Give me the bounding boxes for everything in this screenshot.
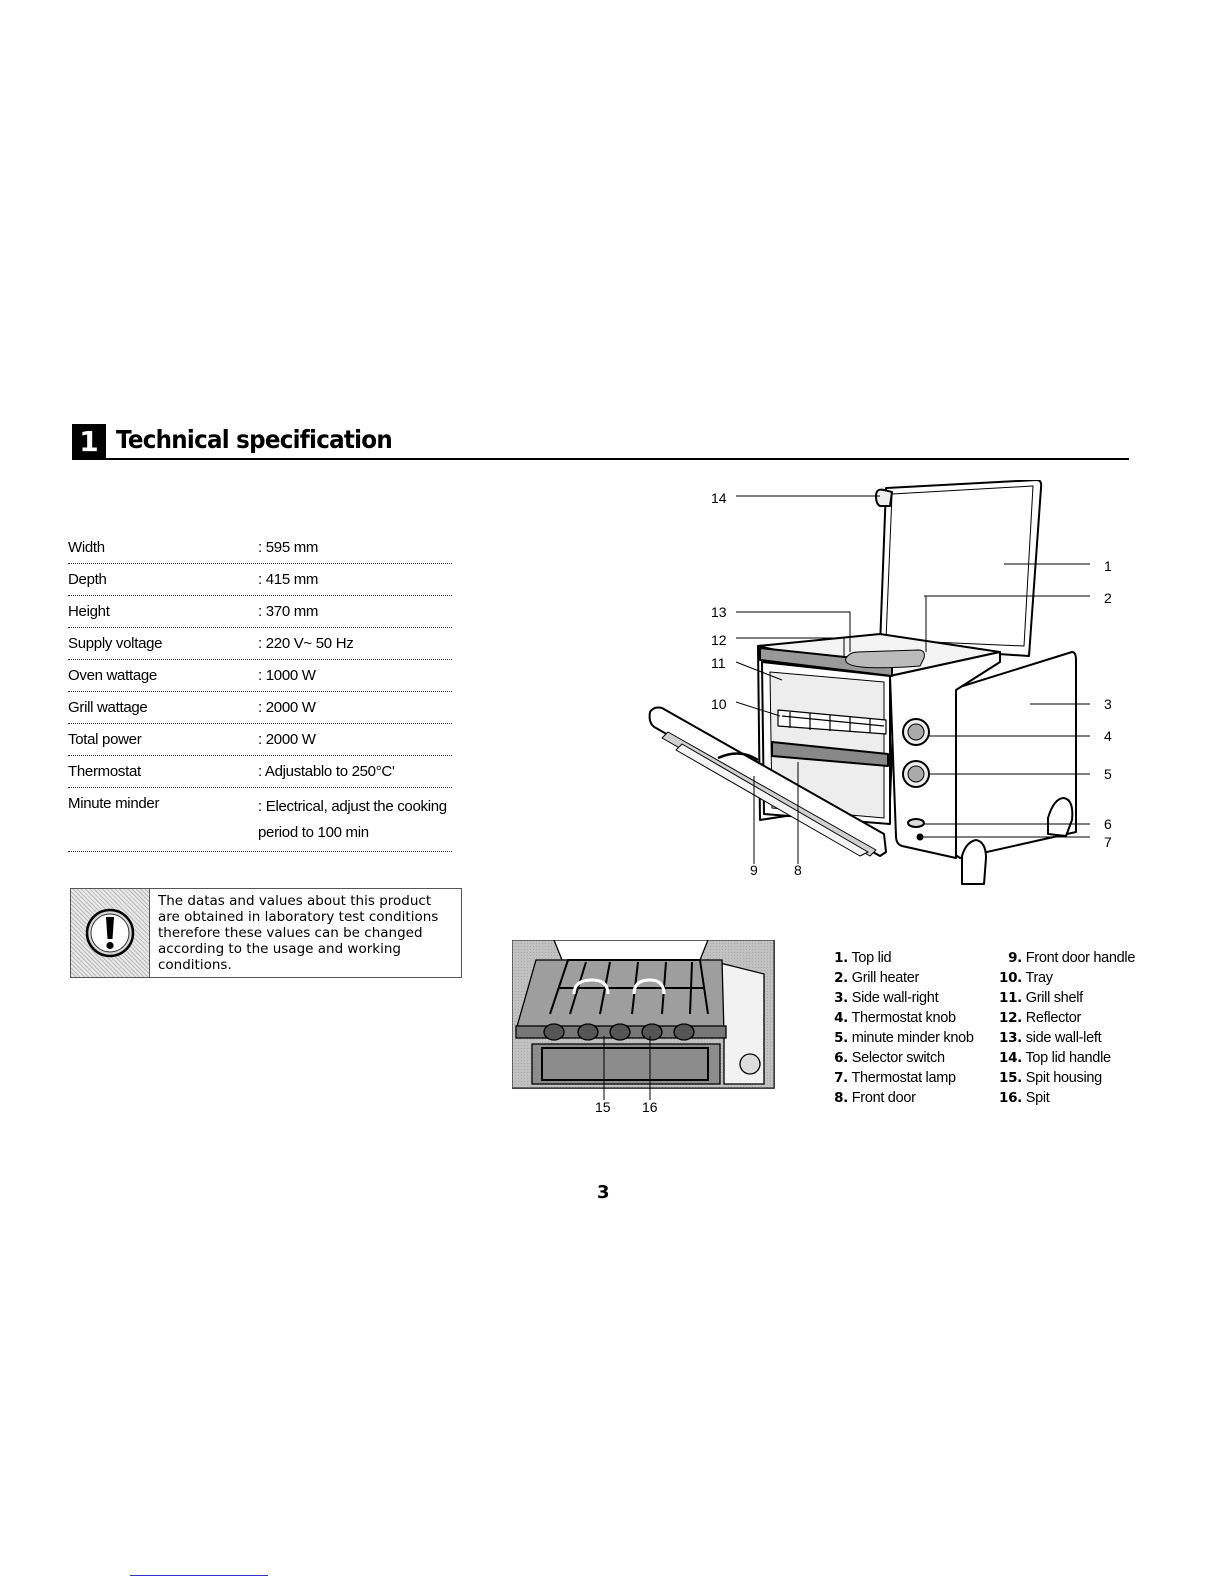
legend-number: 8. xyxy=(834,1090,848,1106)
spec-row xyxy=(68,564,452,596)
legend-number: 7. xyxy=(834,1070,848,1086)
spec-row xyxy=(68,788,452,852)
legend-item xyxy=(998,1088,1135,1108)
legend-item xyxy=(830,948,974,968)
title-rule xyxy=(72,458,1129,460)
spec-value: : 2000 W xyxy=(258,731,316,748)
legend-item xyxy=(830,1088,974,1108)
legend-item xyxy=(830,1028,974,1048)
legend-number: 2. xyxy=(834,970,848,986)
note-text: The datas and values about this product are obtained in laboratory test conditions therefore these values can be changed according to the usage and working conditions. xyxy=(158,893,439,973)
callout-10: 10 xyxy=(711,696,727,712)
legend-label: Grill shelf xyxy=(1025,990,1083,1006)
top-lid-handle xyxy=(876,490,892,506)
callout-13: 13 xyxy=(711,604,727,620)
link-underline[interactable] xyxy=(130,1574,268,1576)
spec-row xyxy=(68,596,452,628)
spec-label: Total power xyxy=(68,731,142,748)
legend-number: 11. xyxy=(998,990,1022,1006)
spec-row xyxy=(68,724,452,756)
spec-value: : 595 mm xyxy=(258,539,319,556)
spec-row xyxy=(68,756,452,788)
legend-label: Front door handle xyxy=(1025,950,1136,966)
legend-item xyxy=(998,968,1135,988)
spec-value: : 415 mm xyxy=(258,571,319,588)
callout-8: 8 xyxy=(794,862,802,878)
legend-number: 12. xyxy=(998,1010,1022,1026)
front-foot xyxy=(962,840,986,884)
callout-12: 12 xyxy=(711,632,727,648)
grill-heater xyxy=(846,650,925,668)
spec-row xyxy=(68,660,452,692)
legend-number: 9. xyxy=(1008,950,1022,966)
spec-label: Grill wattage xyxy=(68,699,148,716)
legend-number: 5. xyxy=(834,1030,848,1046)
legend-label: side wall-left xyxy=(1025,1030,1102,1046)
section-number: 1 xyxy=(72,424,106,460)
callout-3: 3 xyxy=(1104,696,1112,712)
section-title: Technical specification xyxy=(116,425,392,454)
legend-label: Front door xyxy=(851,1090,916,1106)
legend-left-column xyxy=(830,948,974,1108)
top-lid xyxy=(880,480,1041,656)
legend-number: 1. xyxy=(834,950,848,966)
legend-label: Spit xyxy=(1025,1090,1050,1106)
legend-label: Grill heater xyxy=(851,970,920,986)
callout-4: 4 xyxy=(1104,728,1112,744)
spec-row xyxy=(68,628,452,660)
legend-number: 14. xyxy=(998,1050,1022,1066)
legend-number: 13. xyxy=(998,1030,1022,1046)
legend-label: Reflector xyxy=(1025,1010,1082,1026)
spec-label: Thermostat xyxy=(68,763,141,780)
spec-value: : Adjustablo to 250°C' xyxy=(258,763,395,780)
callout-7: 7 xyxy=(1104,834,1112,850)
legend-label: minute minder knob xyxy=(851,1030,974,1046)
legend-number: 15. xyxy=(998,1070,1022,1086)
legend-item xyxy=(830,1048,974,1068)
selector-switch xyxy=(908,819,924,827)
legend-label: Top lid handle xyxy=(1025,1050,1111,1066)
spec-value: : 1000 W xyxy=(258,667,316,684)
spec-label: Supply voltage xyxy=(68,635,163,652)
callout-9: 9 xyxy=(750,862,758,878)
legend-label: Top lid xyxy=(851,950,892,966)
spec-value: : 220 V~ 50 Hz xyxy=(258,635,354,652)
exclamation-icon xyxy=(84,907,136,959)
legend-item xyxy=(830,1008,974,1028)
legend-label: Tray xyxy=(1025,970,1053,986)
legend-number: 6. xyxy=(834,1050,848,1066)
legend-number: 16. xyxy=(998,1090,1022,1106)
oven-diagram xyxy=(640,480,1130,900)
callout-6: 6 xyxy=(1104,816,1112,832)
spec-label: Depth xyxy=(68,571,107,588)
spec-value: : Electrical, adjust the cooking period to 100 min xyxy=(258,798,447,841)
page-number: 3 xyxy=(597,1182,610,1203)
legend-number: 10. xyxy=(998,970,1022,986)
legend-item xyxy=(998,988,1135,1008)
callout-16: 16 xyxy=(642,1099,658,1115)
legend-item xyxy=(998,1008,1135,1028)
spec-table xyxy=(68,532,452,852)
callout-5: 5 xyxy=(1104,766,1112,782)
callout-1: 1 xyxy=(1104,558,1112,574)
spec-value: : 2000 W xyxy=(258,699,316,716)
legend-item xyxy=(998,1068,1135,1088)
callout-15: 15 xyxy=(595,1099,611,1115)
spec-label: Oven wattage xyxy=(68,667,157,684)
legend-label: Thermostat lamp xyxy=(851,1070,956,1086)
note-box xyxy=(70,888,462,978)
callout-2: 2 xyxy=(1104,590,1112,606)
legend-number: 3. xyxy=(834,990,848,1006)
spec-row xyxy=(68,532,452,564)
thermostat-lamp xyxy=(918,835,923,840)
legend-label: Thermostat knob xyxy=(851,1010,956,1026)
legend-label: Spit housing xyxy=(1025,1070,1102,1086)
callout-11: 11 xyxy=(711,655,726,671)
legend-item xyxy=(998,1048,1135,1068)
spec-value: : 370 mm xyxy=(258,603,319,620)
legend-item xyxy=(998,1028,1135,1048)
callout-14: 14 xyxy=(711,490,727,506)
legend-right-column xyxy=(998,948,1135,1108)
legend-item xyxy=(998,948,1135,968)
legend-item xyxy=(830,1068,974,1088)
spec-label: Width xyxy=(68,539,105,556)
legend-item xyxy=(830,988,974,1008)
spec-row xyxy=(68,692,452,724)
spec-label: Minute minder xyxy=(68,795,160,812)
legend-label: Selector switch xyxy=(851,1050,945,1066)
legend-label: Side wall-right xyxy=(851,990,939,1006)
legend-number: 4. xyxy=(834,1010,848,1026)
spec-label: Height xyxy=(68,603,110,620)
legend-item xyxy=(830,968,974,988)
note-icon-cell xyxy=(71,889,150,977)
